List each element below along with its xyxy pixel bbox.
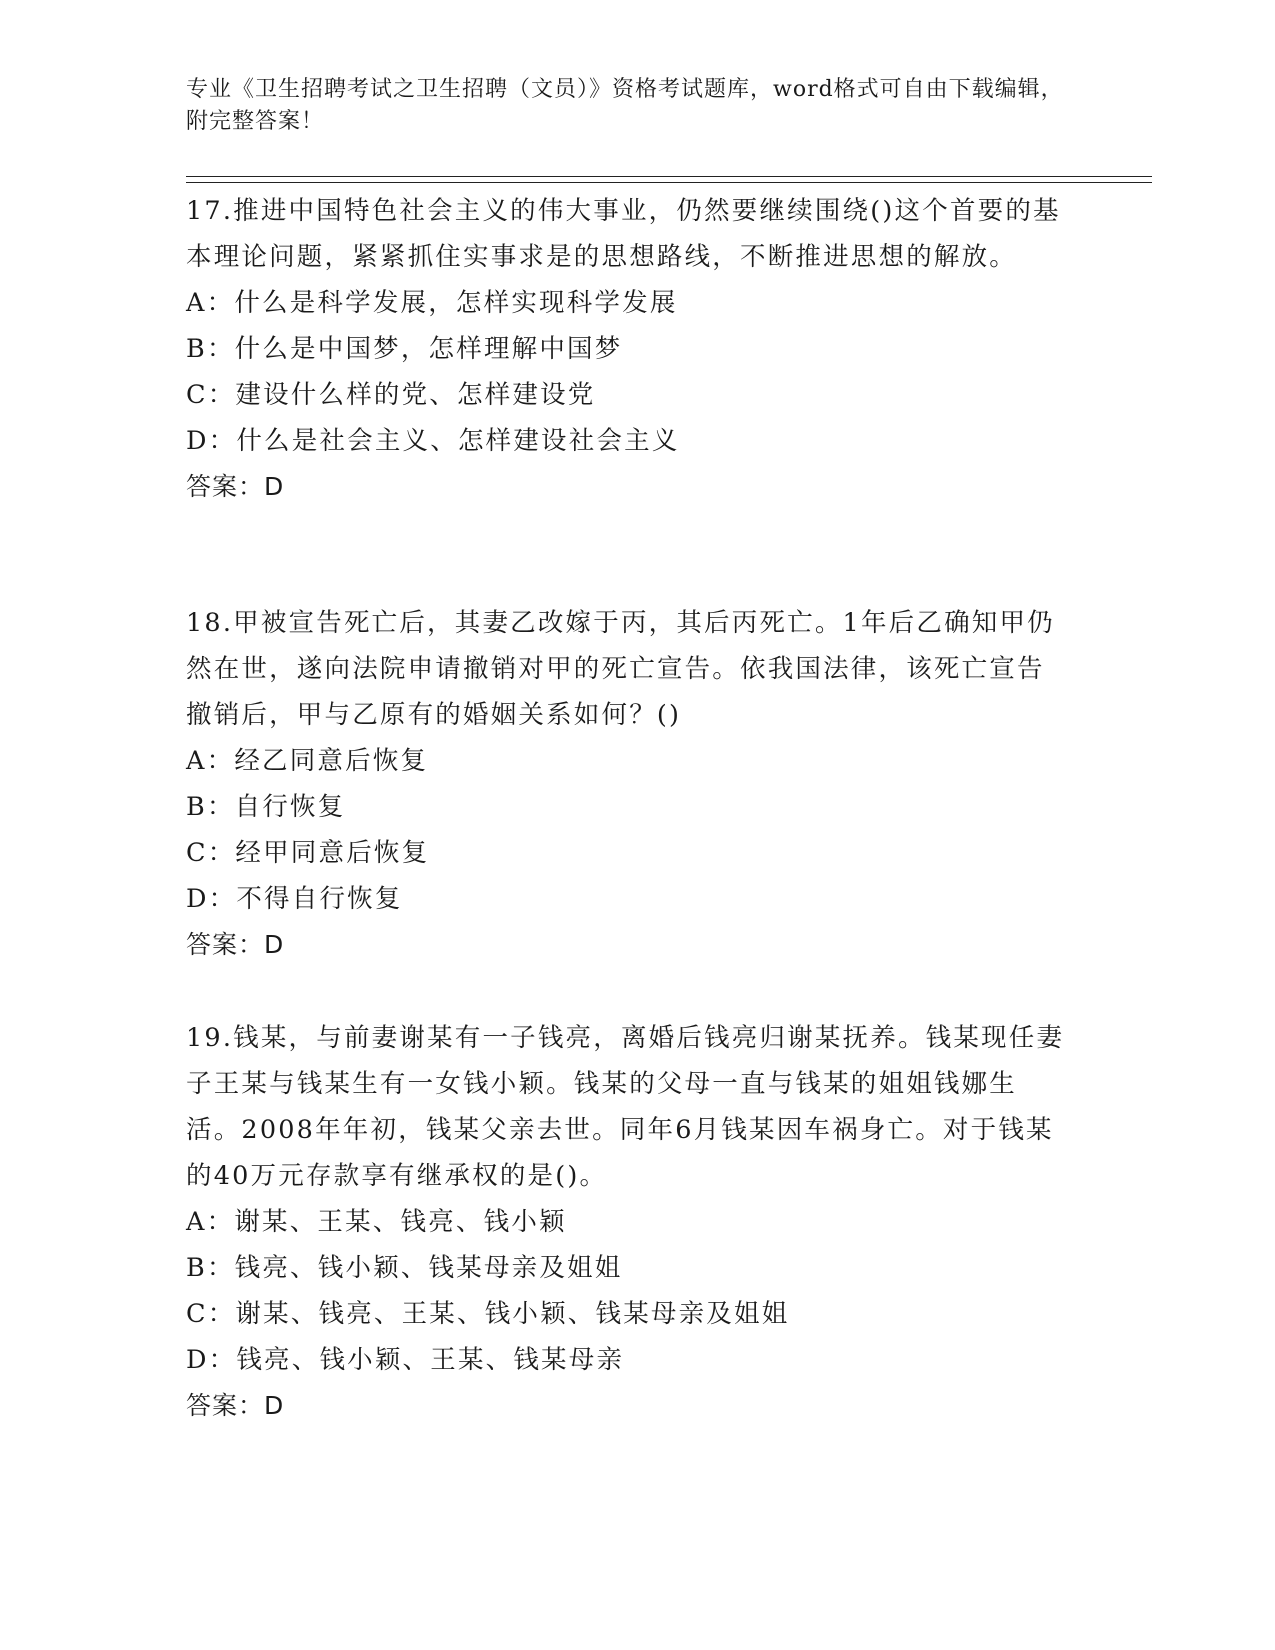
answer-line: 答案：D [186, 930, 285, 959]
option-a: A：谢某、王某、钱亮、钱小颖 [186, 1207, 567, 1237]
question-18 [186, 600, 1066, 968]
answer-line: 答案：D [186, 1391, 285, 1420]
option-b: B：自行恢复 [186, 792, 346, 822]
option-b: B：什么是中国梦，怎样理解中国梦 [186, 334, 623, 364]
answer-line: 答案：D [186, 472, 285, 501]
question-stem: 19.钱某，与前妻谢某有一子钱亮，离婚后钱亮归谢某抚养。钱某现任妻子王某与钱某生有一女钱小颖。钱某的父母一直与钱某的姐姐钱娜生活。2008年年初，钱某父亲去世。同年6月钱某因车祸身亡。对于钱某的40万元存款享有继承权的是()。 [186, 1023, 1065, 1191]
document-header: 专业《卫生招聘考试之卫生招聘（文员）》资格考试题库，word格式可自由下载编辑，附完整答案！ [186, 77, 1064, 134]
option-d: D：不得自行恢复 [186, 884, 403, 914]
question-19 [186, 1015, 1066, 1429]
option-c: C：谢某、钱亮、王某、钱小颖、钱某母亲及姐姐 [186, 1299, 790, 1329]
header-divider-top [186, 176, 1152, 177]
question-stem: 18.甲被宣告死亡后，其妻乙改嫁于丙，其后丙死亡。1年后乙确知甲仍然在世，遂向法院申请撤销对甲的死亡宣告。依我国法律，该死亡宣告撤销后，甲与乙原有的婚姻关系如何？() [186, 608, 1055, 730]
option-d: D：什么是社会主义、怎样建设社会主义 [186, 426, 680, 456]
option-c: C：经甲同意后恢复 [186, 838, 430, 868]
question-17 [186, 188, 1066, 510]
option-d: D：钱亮、钱小颖、王某、钱某母亲 [186, 1345, 625, 1375]
option-c: C：建设什么样的党、怎样建设党 [186, 380, 596, 410]
option-a: A：什么是科学发展，怎样实现科学发展 [186, 288, 678, 318]
option-a: A：经乙同意后恢复 [186, 746, 429, 776]
header-divider-bottom [186, 182, 1152, 183]
question-stem: 17.推进中国特色社会主义的伟大事业，仍然要继续围绕()这个首要的基本理论问题，紧紧抓住实事求是的思想路线，不断推进思想的解放。 [186, 196, 1061, 272]
option-b: B：钱亮、钱小颖、钱某母亲及姐姐 [186, 1253, 623, 1283]
